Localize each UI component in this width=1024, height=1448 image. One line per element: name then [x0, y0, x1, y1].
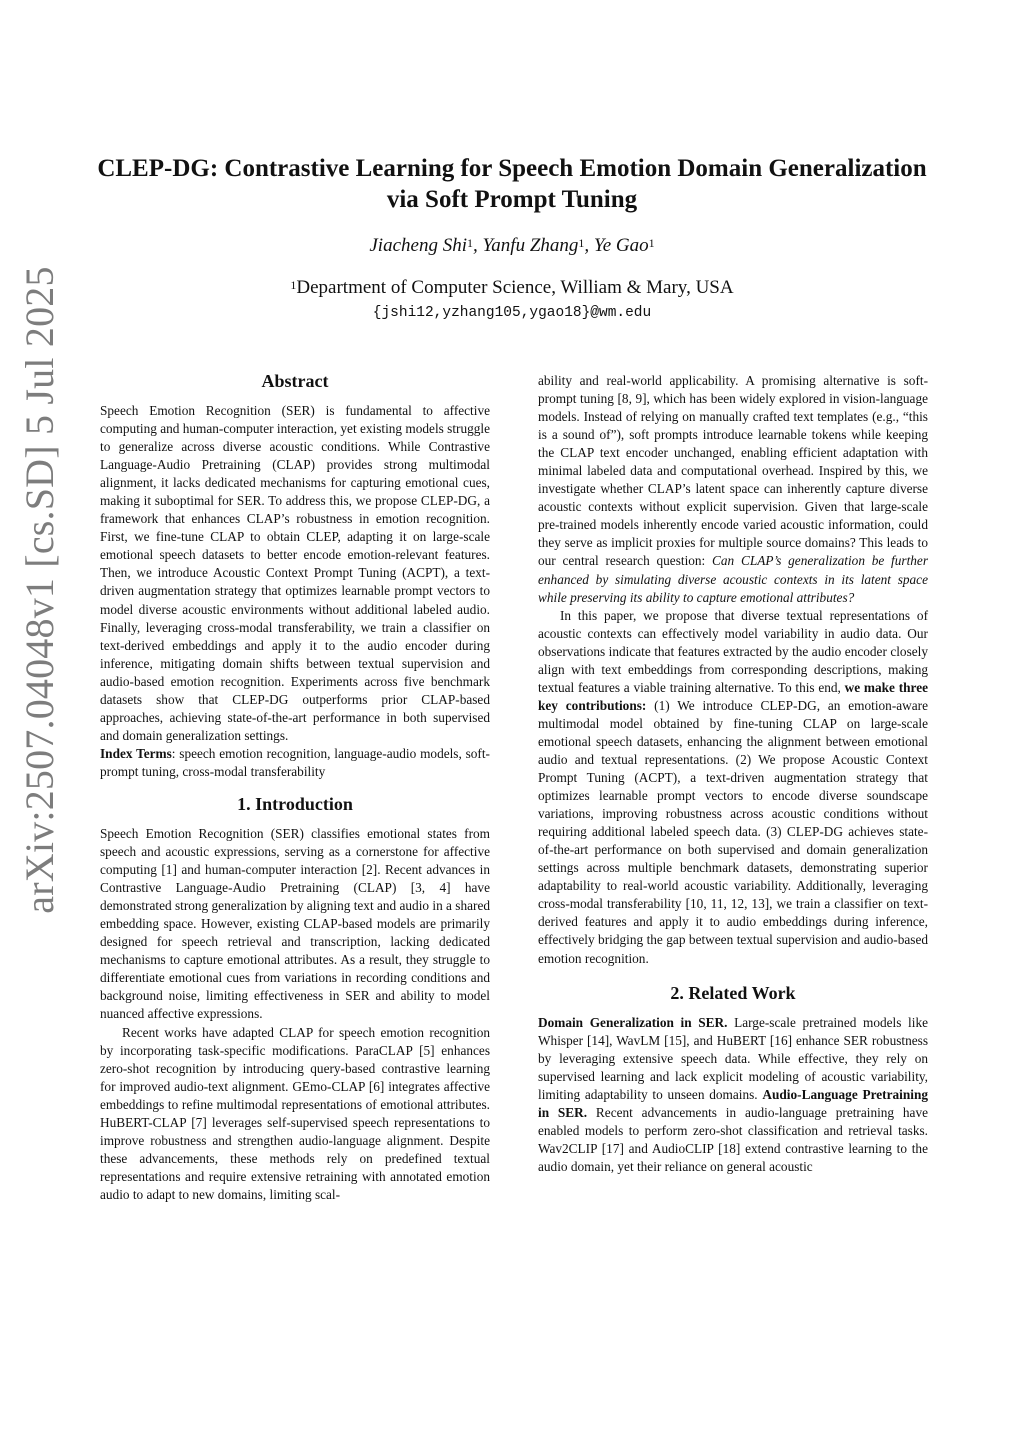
title-line-2: via Soft Prompt Tuning [386, 186, 638, 213]
affiliation [60, 276, 964, 300]
index-terms-label: Index Terms [100, 745, 172, 761]
author-name: Jiacheng Shi [369, 235, 467, 256]
author-list [60, 234, 964, 258]
intro-paragraph-4-text-b: (1) We introduce CLEP-DG, an emotion-aware multimodal model obtained by fine-tuning CLAP on large-scale emotional speech datasets, enhancing the alignment between emotional audio and textual representations. (2) We propose Acoustic Context Prompt Tuning (ACPT), a text-driven augmentation strategy that optimizes learnable prompt vectors to encode diverse soundscape variations, improving robustness across acoustic conditions without requiring additional labeled speech data. (3) CLEP-DG achieves state-of-the-art performance on both supervised and domain generalization settings across multiple benchmark datasets, demonstrating superior adaptability to real-world acoustic variability. Additionally, leveraging cross-modal transferability [10, 11, 12, 13], we train a classifier on text-derived features and apply it to audio embeddings during inference, effectively bridging the gap between textual supervision and audio-based emotion recognition. [538, 697, 928, 966]
intro-paragraph-1: Speech Emotion Recognition (SER) classifies emotional states from speech and acoustic expressions, serving as a cornerstone for affective computing [1] and human-computer interaction [2]. Recent advances in Contrastive Language-Audio Pretraining (CLAP) [3, 4] have demonstrated strong generalization by aligning text and audio in a shared embedding space. However, existing CLAP-based models are primarily designed for speech retrieval and transcription, lacking dedicated mechanisms to capture emotional attributes. As a result, they struggle to differentiate emotional cues from variations in recording conditions and background noise, limiting effectiveness in SER and ability to model nuanced affective expressions. [100, 825, 490, 1022]
intro-paragraph-3-text: ability and real-world applicability. A promising alternative is soft-prompt tuning [8, 9], which has been widely explored in vision-language models. Instead of relying on manually crafted text templates (e.g., “this is a sound of”), soft prompts introduce learnable tokens while keeping the CLAP text encoder unchanged, enabling efficient adaptation with minimal labeled data and computational overhead. Inspired by this, we investigate whether CLAP’s latent space can inherently capture diverse acoustic contexts without explicit supervision. Given that large-scale pre-trained models inherently encode varied acoustic information, could they serve as implicit proxies for multiple source domains? This leads to our central research question: [538, 373, 928, 569]
affiliation-text: Department of Computer Science, William & Mary, USA [296, 277, 734, 298]
author-affiliation-mark: 1 [466, 236, 473, 250]
contributions-label: we make three key contributions: [538, 679, 928, 713]
domain-generalization-label: Domain Generalization in SER. [538, 1014, 728, 1030]
author-separator: , [584, 235, 594, 256]
title-line-1: CLEP-DG: Contrastive Learning for Speech Emotion Domain Generalization [97, 155, 927, 182]
related-work-paragraph [538, 1014, 928, 1176]
author-separator: , [472, 235, 483, 256]
research-question: Can CLAP’s generalization be further enhanced by simulating diverse acoustic contexts in its latent space while preserving its ability to capture emotional attributes? [538, 553, 928, 605]
author-affiliation-mark: 1 [578, 236, 585, 250]
abstract-heading: Abstract [261, 371, 329, 391]
affiliation-mark: 1 [290, 278, 297, 292]
author-name: Yanfu Zhang [482, 235, 579, 256]
left-column [100, 368, 490, 1204]
related-work-heading: 2. Related Work [670, 982, 796, 1003]
author-affiliation-mark: 1 [648, 236, 655, 250]
intro-paragraph-2: Recent works have adapted CLAP for speech emotion recognition by incorporating task-specific modifications. ParaCLAP [5] enhances zero-shot recognition by introducing query-based contrastive learning for improved audio-text alignment. GEmo-CLAP [6] integrates affective embeddings to refine multimodal representations of emotional attributes. HuBERT-CLAP [7] leverages self-supervised speech representations to improve robustness and strengthen audio-language alignment. Despite these advancements, these methods rely on predefined textual representations and require extensive retraining with annotated emotion audio to adapt to new domains, limiting scal- [100, 1024, 490, 1202]
arxiv-identifier: arXiv:2507.04048v1 [cs.SD] 5 Jul 2025 [17, 266, 62, 914]
intro-paragraph-4-text-a: In this paper, we propose that diverse textual representations of acoustic contexts can effectively model variability in audio data. Our observations indicate that features extracted by the audio encoder closely align with text embeddings from corresponding descriptions, making textual features a viable training alternative. To this end, [538, 607, 928, 695]
audio-language-text: Recent advancements in audio-language pretraining have enabled models to perform zero-shot classification and retrieval tasks. Wav2CLIP [17] and AudioCLIP [18] extend contrastive learning to the audio domain, yet their reliance on general acoustic [538, 1104, 929, 1174]
paper-title [60, 153, 964, 215]
index-terms-text: : speech emotion recognition, language-audio models, soft-prompt tuning, cross-modal transferability [100, 745, 490, 779]
author-emails[interactable]: {jshi12,yzhang105,ygao18}@wm.edu [372, 305, 652, 321]
right-column [538, 372, 928, 1176]
intro-paragraph-4 [538, 607, 928, 968]
index-terms [100, 745, 490, 781]
intro-paragraph-3 [538, 372, 928, 607]
introduction-heading: 1. Introduction [237, 793, 353, 814]
domain-generalization-text: Large-scale pretrained models like Whisper [14], WavLM [15], and HuBERT [16] enhance SER robustness by leveraging extensive speech data. While effective, they rely on supervised learning and lack explicit modeling of acoustic variability, limiting adaptability to unseen domains. [538, 1014, 928, 1102]
author-name: Ye Gao [593, 235, 649, 256]
audio-language-label: Audio-Language Pretraining in SER. [538, 1086, 928, 1120]
abstract-body: Speech Emotion Recognition (SER) is fundamental to affective computing and human-computer interaction, yet existing models struggle to generalize across diverse acoustic conditions. While Contrastive Language-Audio Pretraining (CLAP) provides strong multimodal alignment, it lacks dedicated mechanisms for capturing emotional cues, making it suboptimal for SER. To address this, we propose CLEP-DG, a framework that enhances CLAP’s robustness in emotion recognition. First, we fine-tune CLAP to obtain CLEP, adapting it on large-scale emotional speech datasets to better encode emotion-relevant features. Then, we introduce Acoustic Context Prompt Tuning (ACPT), a text-driven augmentation strategy that optimizes learnable prompt vectors to model diverse acoustic environments without additional labeled audio. Finally, leveraging cross-modal transferability, we train a classifier on text-derived embeddings and apply it to the audio encoder during inference, mitigating domain shifts between textual supervision and audio-based emotion recognition. Experiments across five benchmark datasets show that CLEP-DG outperforms prior CLAP-based approaches, achieving state-of-the-art performance in both supervised and domain generalization settings. [100, 403, 490, 743]
